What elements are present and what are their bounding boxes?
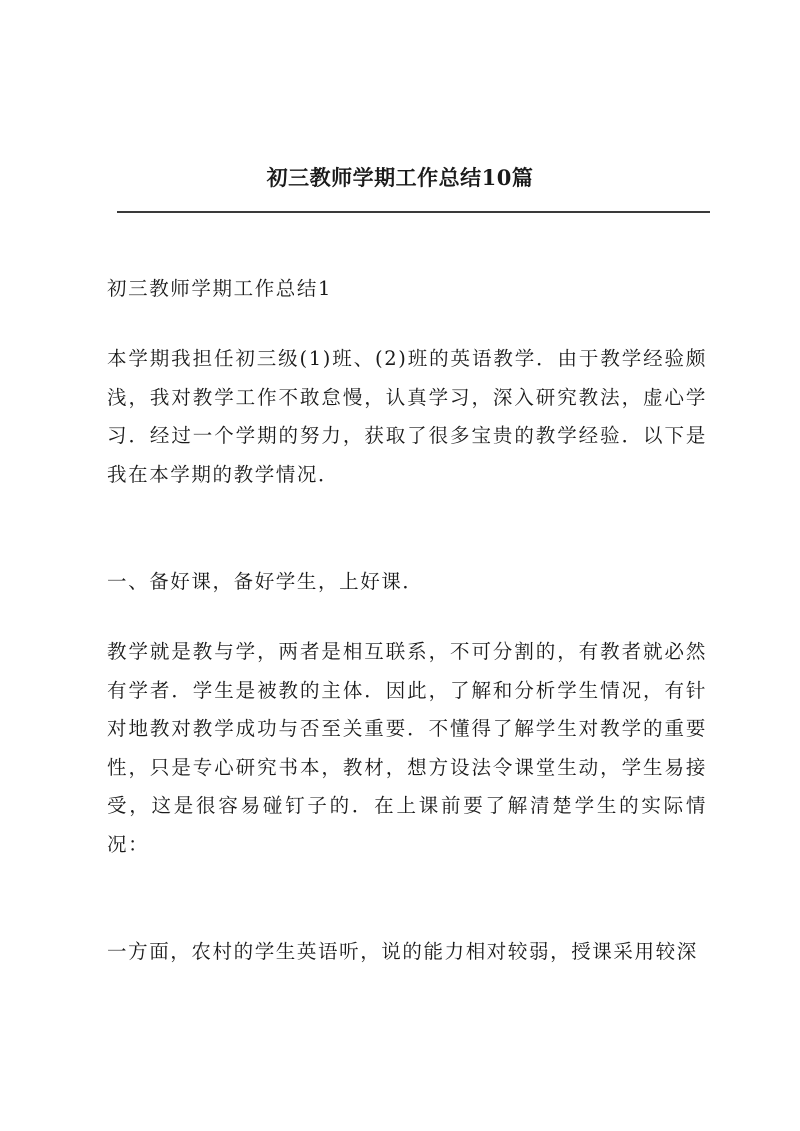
section-heading-1: 一、备好课，备好学生，上好课． [107,570,424,593]
section-subheading: 初三教师学期工作总结1 [107,277,333,300]
body-paragraph-3: 一方面，农村的学生英语听，说的能力相对较弱，授课采用较深 [107,940,698,963]
title-divider [117,211,710,213]
intro-paragraph: 本学期我担任初三级(1)班、(2)班的英语教学．由于教学经验颇浅，我对教学工作不敢怠慢，认真学习，深入研究教法，虚心学习．经过一个学期的努力，获取了很多宝贵的教学经验．以下是我在本学期的教学情况． [107,347,707,486]
document-title: 初三教师学期工作总结10篇 [266,165,534,190]
body-paragraph-2: 教学就是教与学，两者是相互联系，不可分割的，有教者就必然有学者．学生是被教的主体．因此，了解和分析学生情况，有针对地教对教学成功与否至关重要．不懂得了解学生对教学的重要性，只是专心研究书本，教材，想方设法令课堂生动，学生易接受，这是很容易碰钉子的．在上课前要了解清楚学生的实际情况： [107,640,707,856]
